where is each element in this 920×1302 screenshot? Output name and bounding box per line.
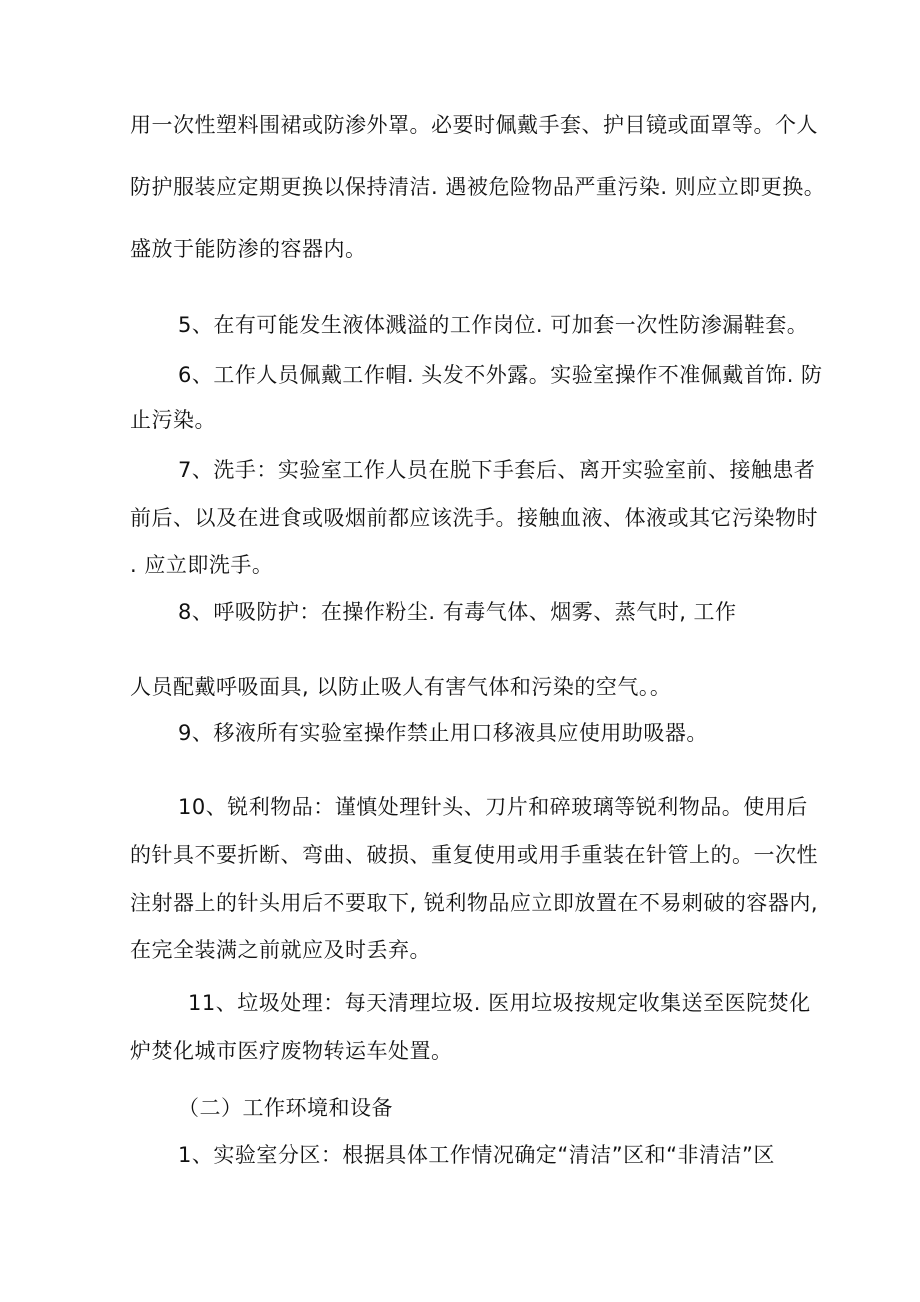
text-line: 用一次性塑料围裙或防渗外罩。必要时佩戴手套、护目镜或面罩等。个人 (130, 113, 818, 137)
text-line: 9、移液所有实验室操作禁止用口移液具应使用助吸器。 (178, 721, 708, 745)
text-line: 1、实验室分区：根据具体工作情况确定“清洁”区和“非清洁”区 (178, 1143, 775, 1167)
text-line: 8、呼吸防护：在操作粉尘. 有毒气体、烟雾、蒸气时, 工作 (178, 600, 737, 624)
text-line: 10、锐利物品：谨慎处理针头、刀片和碎玻璃等锐利物品。使用后 (178, 795, 808, 819)
text-line: 炉焚化城市医疗废物转运车处置。 (130, 1039, 453, 1063)
text-line: 7、洗手：实验室工作人员在脱下手套后、离开实验室前、接触患者 (178, 458, 816, 482)
text-line: 5、在有可能发生液体溅溢的工作岗位. 可加套一次性防渗漏鞋套。 (178, 313, 809, 337)
text-line: 注射器上的针头用后不要取下, 锐利物品应立即放置在不易刺破的容器内, (130, 891, 819, 915)
section-heading: （二）工作环境和设备 (178, 1096, 393, 1120)
text-line: 止污染。 (130, 408, 216, 432)
text-line: 的针具不要折断、弯曲、破损、重复使用或用手重装在针管上的。一次性 (130, 843, 818, 867)
text-line: 防护服装应定期更换以保持清洁. 遇被危险物品严重污染. 则应立即更换。 (130, 175, 826, 199)
text-line: 前后、以及在进食或吸烟前都应该洗手。接触血液、体液或其它污染物时 (130, 506, 818, 530)
text-line: 盛放于能防渗的容器内。 (130, 237, 367, 261)
text-line: . 应立即洗手。 (130, 553, 274, 577)
text-line: 11、垃圾处理：每天清理垃圾. 医用垃圾按规定收集送至医院焚化 (188, 991, 811, 1015)
text-line: 6、工作人员佩戴工作帽. 头发不外露。实验室操作不准佩戴首饰. 防 (178, 363, 823, 387)
text-line: 在完全装满之前就应及时丢弃。 (130, 938, 431, 962)
text-line: 人员配戴呼吸面具, 以防止吸人有害气体和污染的空气。。 (130, 675, 672, 699)
